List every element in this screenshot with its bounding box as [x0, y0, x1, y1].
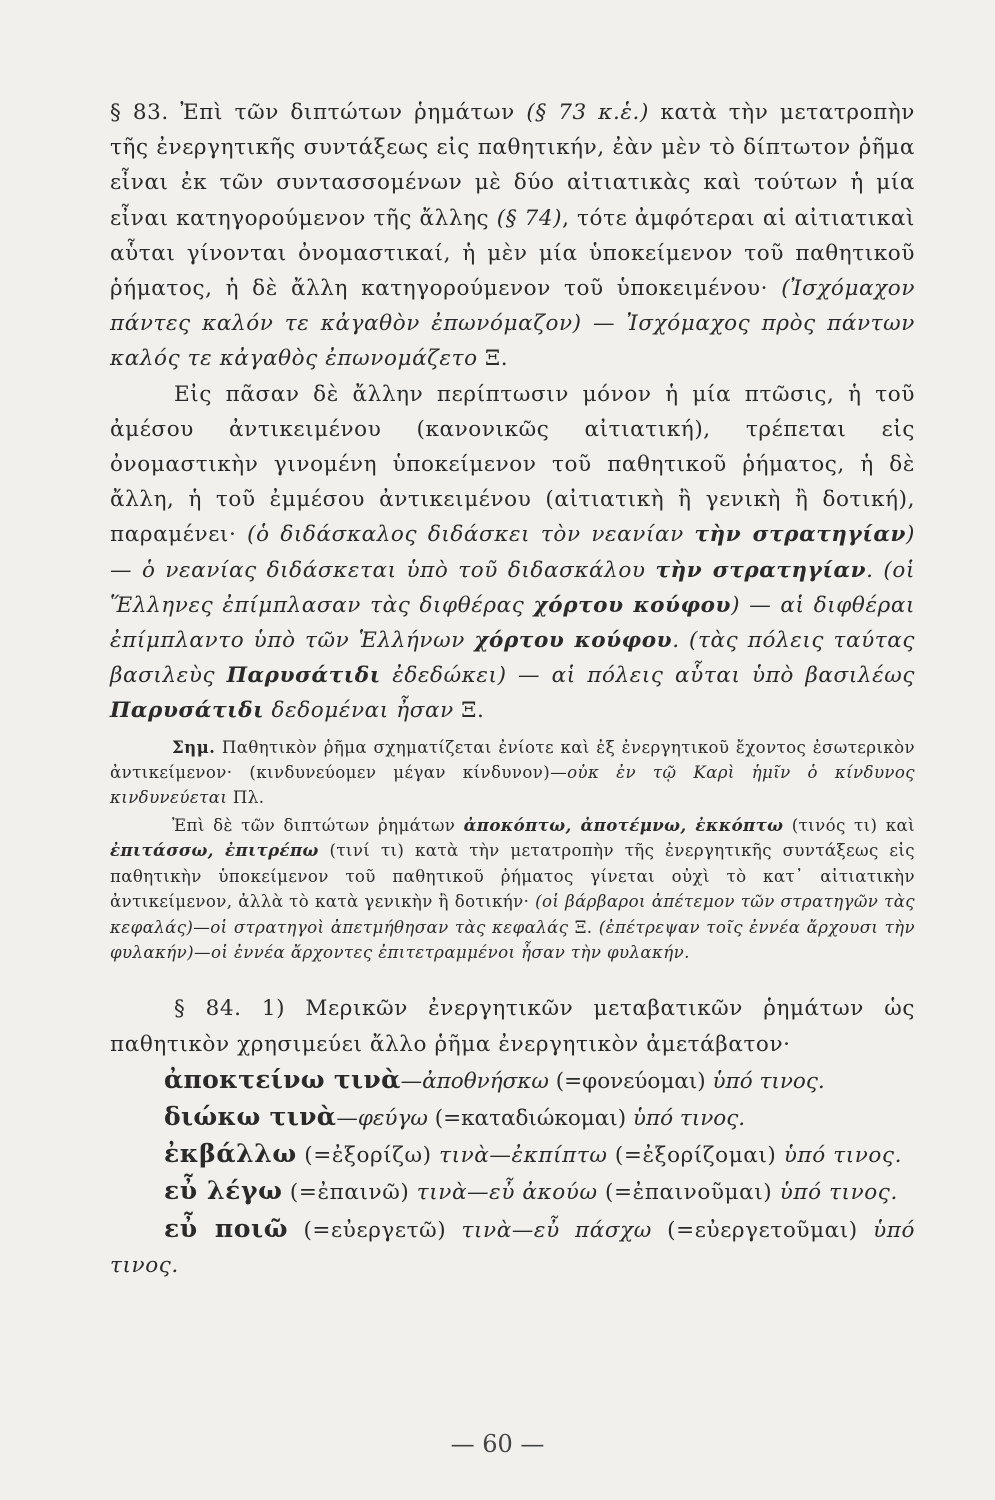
example-line: εὖ λέγω (=ἐπαινῶ) τινὰ—εὖ ἀκούω (=ἐπαινοῦμαι) ὑπό τινος. — [164, 1176, 898, 1206]
note-1: Σημ. Παθητικὸν ῥῆμα σχηματίζεται ἐνίοτε καὶ ἐξ ἐνεργητικοῦ ἔχοντος ἐσωτερικὸν ἀντικείμενον· (κινδυνεύομεν μέγαν κίνδυνον)—οὐκ ἐν τῷ Καρὶ ἡμῖν ὁ κίνδυνος κινδυνεύεται Πλ. — [110, 736, 915, 808]
page-number: — 60 — — [450, 1430, 545, 1458]
section-83-paragraph-2: Εἰς πᾶσαν δὲ ἄλλην περίπτωσιν μόνον ἡ μία πτῶσις, ἡ τοῦ ἀμέσου ἀντικειμένου (κανονικῶς αἰτιατική), τρέπεται εἰς ὀνομαστικὴν γινομένη ὑποκείμενον τοῦ παθητικοῦ ῥήματος, ἡ δὲ ἄλλη, ἡ τοῦ ἐμμέσου ἀντικειμένου (αἰτιατικὴ ἢ γενικὴ ἢ δοτική), παραμένει· (ὁ διδάσκαλος διδάσκει τὸν νεανίαν τὴν στρατηγίαν) — ὁ νεανίας διδάσκεται ὑπὸ τοῦ διδασκάλου τὴν στρατηγίαν. (οἱ Ἕλληνες ἐπίμπλασαν τὰς διφθέρας χόρτου κούφου) — αἱ διφθέραι ἐπίμπλαντο ὑπὸ τῶν Ἑλλήνων χόρτου κούφου. (τὰς πόλεις ταύτας βασιλεὺς Παρυσάτιδι ἐδεδώκει) — αἱ πόλεις αὗται ὑπὸ βασιλέως Παρυσάτιδι δεδομέναι ἦσαν Ξ. — [110, 381, 916, 724]
note-2: Ἐπὶ δὲ τῶν διπτώτων ῥημάτων ἀποκόπτω, ἀποτέμνω, ἐκκόπτω (τινός τι) καὶ ἐπιτάσσω, ἐπιτρέπω (τινί τι) κατὰ τὴν μετατροπὴν τῆς ἐνεργητικῆς συντάξεως εἰς παθητικὴν ὑποκείμενον τοῦ παθητικοῦ ῥήματος γίνεται οὐχὶ τὸ κατ᾽ αἰτιατικὴν ἀντικείμενον, ἀλλὰ τὸ κατὰ γενικὴν ἢ δοτικήν· (οἱ βάρβαροι ἀπέτεμον τῶν στρατηγῶν τὰς κεφαλάς)—οἱ στρατηγοὶ ἀπετμήθησαν τὰς κεφαλάς Ξ. (ἐπέτρεψαν τοῖς ἐννέα ἄρχουσι τὴν φυλακήν)—οἱ ἐννέα ἄρχοντες ἐπιτετραμμένοι ἦσαν τὴν φυλακήν. — [110, 814, 916, 962]
section-83-paragraph-1: § 83. Ἐπὶ τῶν διπτώτων ῥημάτων (§ 73 κ.ἑ.) κατὰ τὴν μετατροπὴν τῆς ἐνεργητικῆς συντάξεως εἰς παθητικήν, ἐὰν μὲν τὸ δίπτωτον ῥῆμα εἶναι ἐκ τῶν συντασσομένων μὲ δύο αἰτιατικὰς καὶ τούτων ἡ μία εἶναι κατηγορούμενον τῆς ἄλλης (§ 74), τότε ἀμφότεραι αἱ αἰτιατικαὶ αὗται γίνονται ὀνομαστικαί, ἡ μὲν μία ὑποκείμενον τοῦ παθητικοῦ ῥήματος, ἡ δὲ ἄλλη κατηγορούμενον τοῦ ὑποκειμένου· (Ἰσχόμαχον πάντες καλόν τε κἀγαθὸν ἐπωνόμαζον) — Ἰσχόμαχος πρὸς πάντων καλός τε κἀγαθὸς ἐπωνομάζετο Ξ. — [110, 100, 915, 372]
example-line: διώκω τινὰ—φεύγω (=καταδιώκομαι) ὑπό τινος. — [164, 1101, 746, 1131]
section-84-intro: § 84. 1) Μερικῶν ἐνεργητικῶν μεταβατικῶν ῥημάτων ὡς παθητικὸν χρησιμεύει ἄλλο ῥῆμα ἐνεργητικὸν ἀμετάβατον· — [110, 996, 915, 1057]
example-active: (Ἰσχόμαχον πάντες καλόν τε κἀγαθὸν ἐπωνόμαζον) — [110, 276, 915, 337]
note-label: Σημ. — [172, 736, 216, 757]
example-line: ἀποκτείνω τινὰ—ἀποθνήσκω (=φονεύομαι) ὑπό τινος. — [164, 1064, 825, 1094]
example-line: ἐκβάλλω (=ἐξορίζω) τινὰ—ἐκπίπτω (=ἐξορίζομαι) ὑπό τινος. — [164, 1139, 903, 1169]
example-passive: Ἰσχόμαχος πρὸς πάντων καλός τε κἀγαθὸς ἐπωνομάζετο — [110, 311, 915, 372]
example-line: εὖ ποιῶ (=εὐεργετῶ) τινὰ—εὖ πάσχω (=εὐεργετοῦμαι) ὑπό τινος. — [110, 1213, 916, 1278]
